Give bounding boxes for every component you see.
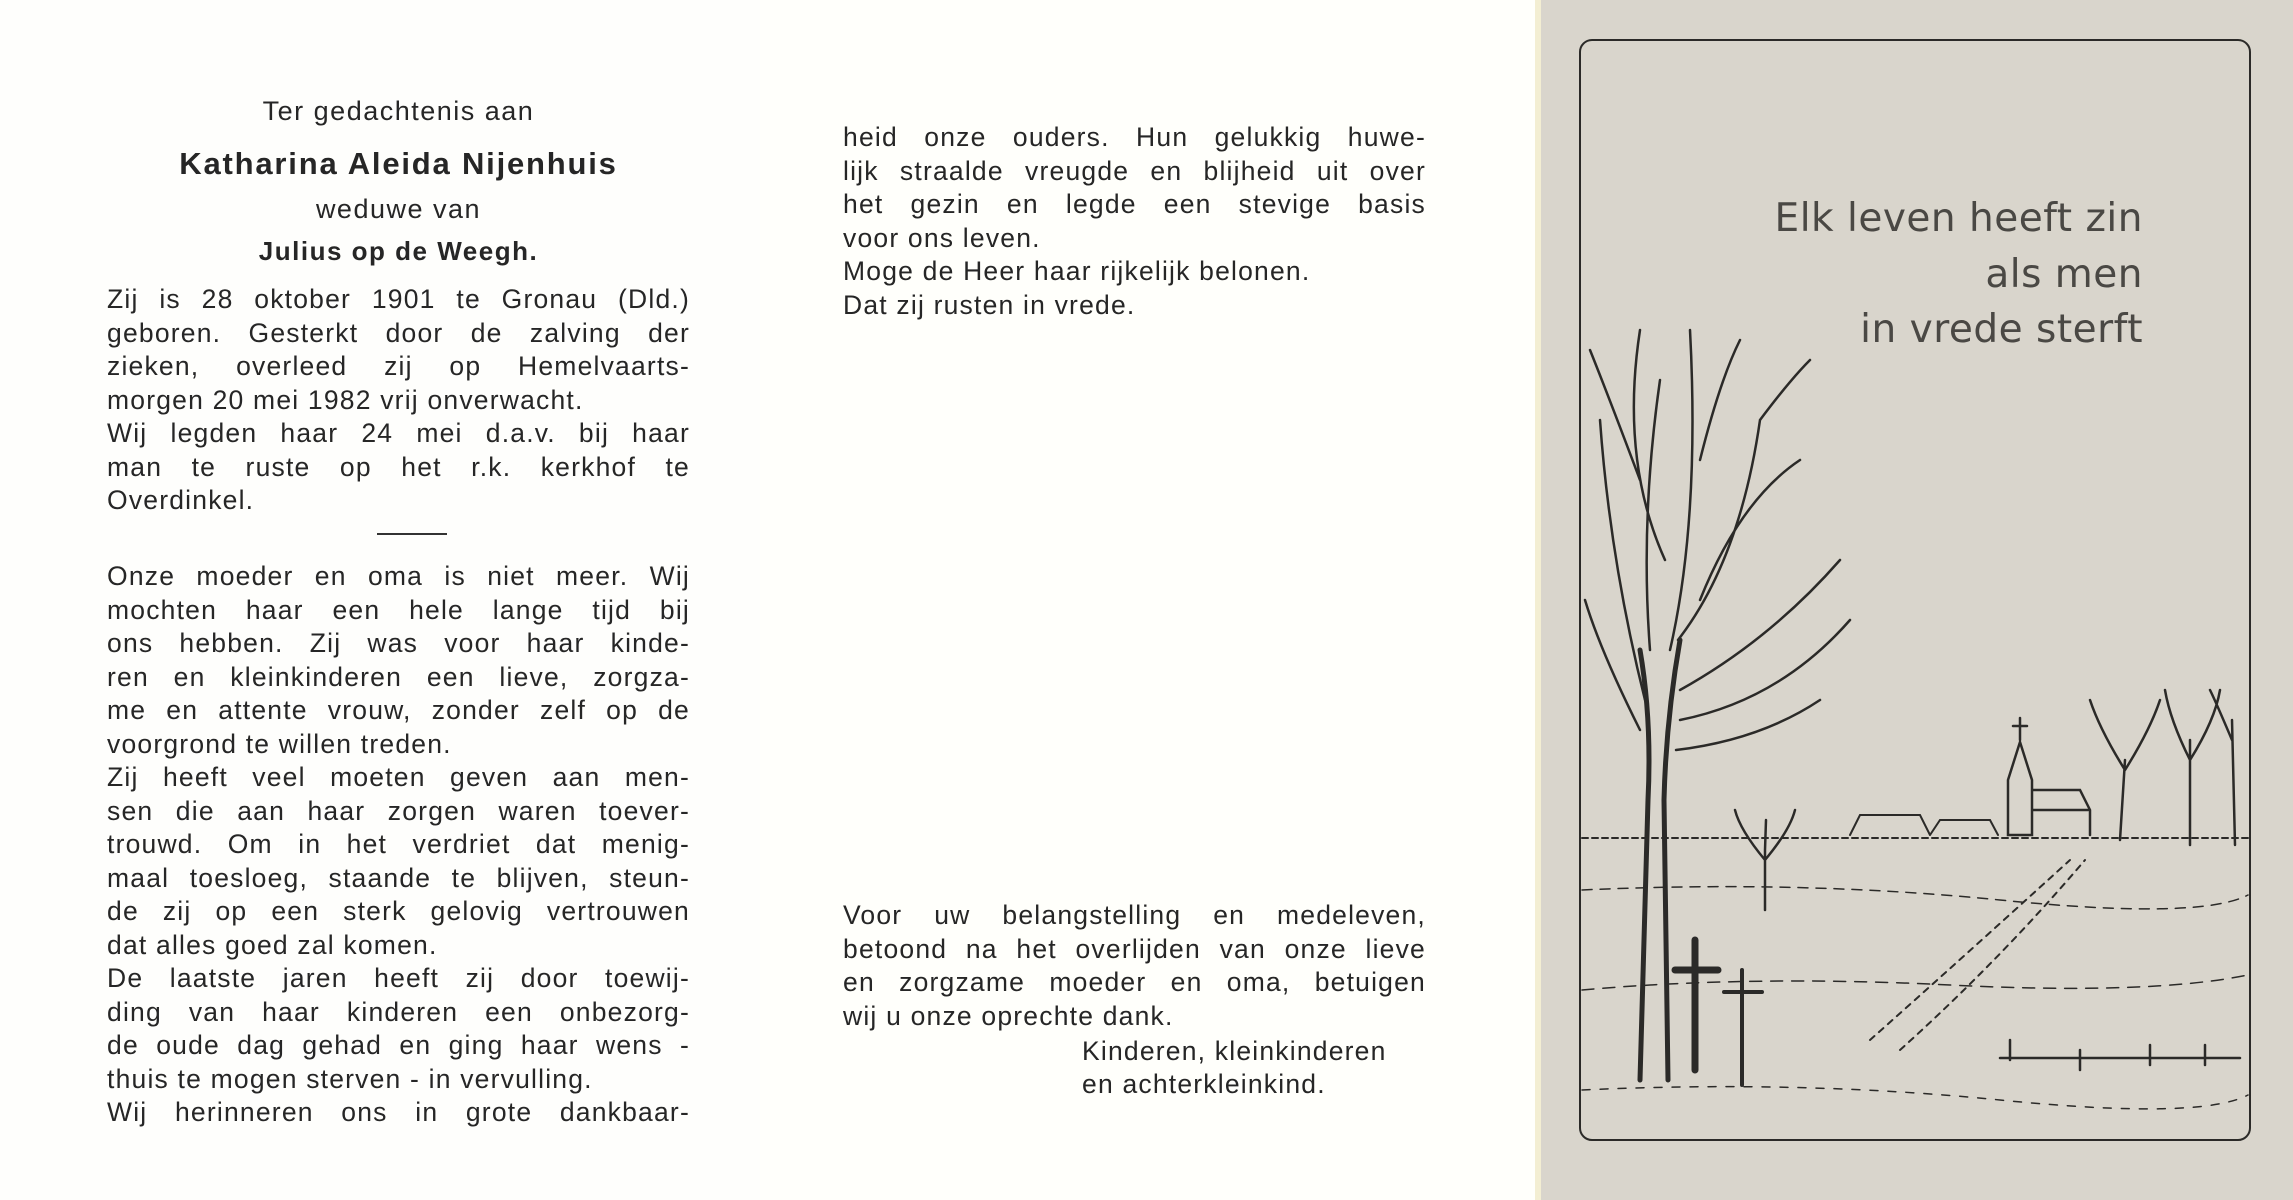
text-line: morgen 20 mei 1982 vrij onverwacht. (107, 384, 584, 415)
signature-line: en achterkleinkind. (1082, 1069, 1326, 1099)
text-line: ren en kleinkinderen een lieve, zorgza- (107, 661, 690, 692)
village-houses (1850, 815, 1998, 835)
text-line: de oude dag gehad en ging haar wens - (107, 1030, 690, 1060)
text-line: wij u onze oprechte dank. (843, 1000, 1174, 1031)
text-line: lijk straalde vreugde en blijheid uit over (843, 155, 1426, 186)
text-line: Dat zij rusten in vrede. (843, 289, 1136, 320)
text-line: dat alles goed zal komen. (107, 929, 438, 960)
text-line: en zorgzame moeder en oma, betuigen (843, 967, 1426, 997)
signature-line: Kinderen, kleinkinderen (1082, 1036, 1387, 1066)
spouse-name: Julius op de Weegh. (258, 236, 539, 266)
cross-icon (1724, 970, 1762, 1085)
text-line: Moge de Heer haar rijkelijk belonen. (843, 256, 1311, 286)
text-line: Zij heeft veel moeten geven aan men- (107, 762, 690, 792)
poem-line: in vrede sterft (1860, 307, 2143, 352)
text-line: thuis te mogen sterven - in vervulling. (107, 1063, 593, 1094)
poem-line: Elk leven heeft zin (1774, 196, 2143, 241)
intro-text: Ter gedachtenis aan (262, 96, 535, 126)
text-line: zieken, overleed zij op Hemelvaarts- (107, 351, 690, 381)
text-line: Wij legden haar 24 mei d.a.v. bij haar (107, 418, 690, 448)
text-line: Zij is 28 oktober 1901 te Gronau (Dld.) (107, 284, 690, 314)
text-line: mochten haar een hele lange tijd bij (107, 594, 690, 625)
text-line: man te ruste op het r.k. kerkhof te (107, 451, 690, 482)
text-line: sen die aan haar zorgen waren toever- (107, 795, 690, 826)
text-line: trouwd. Om in het verdriet dat menig- (107, 829, 690, 859)
background-trees (2090, 690, 2235, 845)
church (2008, 718, 2090, 835)
text-line: Overdinkel. (107, 485, 255, 515)
text-line: ding van haar kinderen een onbezorg- (107, 996, 690, 1027)
text-line: me en attente vrouw, zonder zelf op de (107, 695, 690, 725)
poem-line: als men (1985, 252, 2143, 297)
tree-trunk (1640, 640, 1680, 1080)
text-line: maal toesloeg, staande te blijven, steun- (107, 862, 690, 893)
deceased-name: Katharina Aleida Nijenhuis (179, 146, 618, 181)
text-line: ons hebben. Zij was voor haar kinde- (107, 628, 690, 658)
relation-text: weduwe van (315, 194, 482, 224)
text-line: Wij herinneren ons in grote dankbaar- (107, 1097, 690, 1127)
cross-icon (1675, 940, 1718, 1070)
text-line: heid onze ouders. Hun gelukkig huwe- (843, 122, 1426, 152)
text-line: voorgrond te willen treden. (107, 728, 452, 759)
text-line: de zij op een sterk gelovig vertrouwen (107, 896, 690, 926)
small-tree (1735, 810, 1795, 910)
text-line: Onze moeder en oma is niet meer. Wij (107, 561, 690, 591)
path-line (1870, 860, 2070, 1040)
text-line: betoond na het overlijden van onze lieve (843, 933, 1426, 964)
text-line: Voor uw belangstelling en medeleven, (843, 900, 1426, 930)
text-line: voor ons leven. (843, 222, 1041, 253)
text-line: geboren. Gesterkt door de zalving der (107, 317, 690, 348)
text-line: De laatste jaren heeft zij door toewij- (107, 963, 690, 993)
text-line: het gezin en legde een stevige basis (843, 189, 1426, 219)
tree-branches (1585, 330, 1850, 750)
fence (2000, 1040, 2240, 1070)
